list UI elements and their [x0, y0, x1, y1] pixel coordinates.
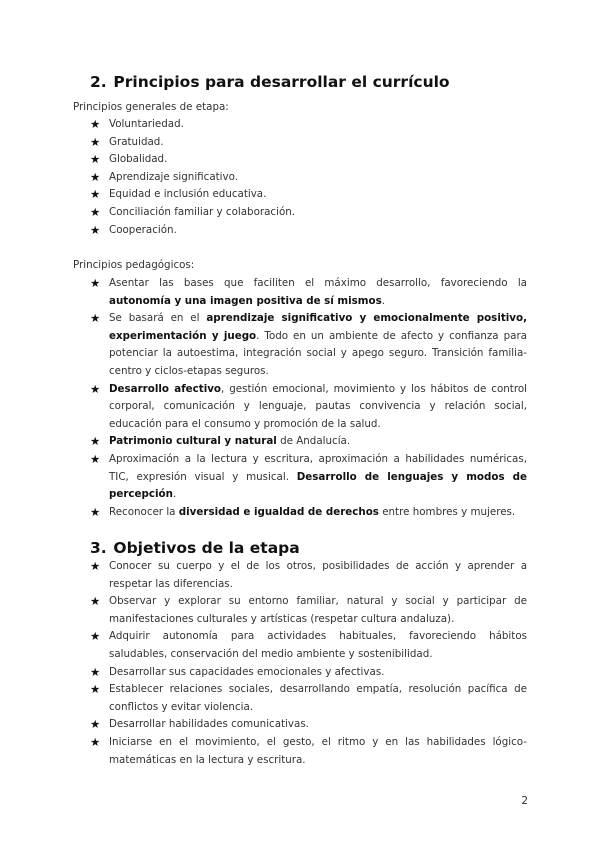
star-bullet-icon: ★: [90, 117, 101, 131]
list-item: ★ Conocer su cuerpo y el de los otros, posibilidades de acción y aprender a respetar las diferencias.: [90, 559, 527, 590]
section-3-title: Objetivos de la etapa: [113, 539, 300, 557]
star-bullet-icon: ★: [90, 134, 101, 149]
list-item: ★ Adquirir autonomía para actividades habituales, favoreciendo hábitos saludables, conservación del medio ambiente y sostenibilidad.: [90, 629, 527, 660]
list-item: ★ Establecer relaciones sociales, desarrollando empatía, resolución pacífica de conflictos y evitar violencia.: [90, 682, 527, 713]
list-item: ★ Globalidad.: [90, 151, 527, 169]
list-item: ★ Desarrollar sus capacidades emocionales y afectivas.: [90, 664, 527, 682]
star-bullet-icon: ★: [90, 629, 101, 644]
section-3-number: 3.: [90, 539, 107, 557]
star-bullet-icon: ★: [90, 276, 101, 290]
list-item: ★ Patrimonio cultural y natural de Andalucía.: [90, 433, 527, 451]
list-item: ★ Cooperación.: [90, 222, 527, 240]
star-bullet-icon: ★: [90, 204, 101, 219]
list-item: ★ Aprendizaje significativo.: [90, 169, 527, 187]
star-bullet-icon: ★: [90, 559, 101, 573]
star-bullet-icon: ★: [90, 187, 101, 202]
general-principles-intro: Principios generales de etapa:: [73, 101, 229, 113]
star-bullet-icon: ★: [90, 434, 101, 449]
list-item: ★ Gratuidad.: [90, 134, 527, 152]
section-3-heading: [90, 539, 300, 557]
star-bullet-icon: ★: [90, 682, 101, 697]
star-bullet-icon: ★: [90, 664, 101, 679]
page-number: 2: [521, 795, 528, 807]
list-item: ★ Aproximación a la lectura y escritura, aproximación a habilidades numéricas, TIC, expresión visual y musical. Desarrollo de lenguajes y modos de percepción.: [90, 451, 527, 501]
section-2-number: 2.: [90, 73, 107, 91]
pedagogic-principles-list: [90, 275, 527, 521]
star-bullet-icon: ★: [90, 594, 101, 609]
section-2-title: Principios para desarrollar el currículo: [113, 73, 450, 91]
list-item: ★ Voluntariedad.: [90, 116, 527, 134]
star-bullet-icon: ★: [90, 152, 101, 167]
list-item: ★ Equidad e inclusión educativa.: [90, 186, 527, 204]
star-bullet-icon: ★: [90, 311, 101, 326]
list-item: ★ Asentar las bases que faciliten el máximo desarrollo, favoreciendo la autonomía y una imagen positiva de sí mismos.: [90, 276, 527, 307]
list-item: ★ Observar y explorar su entorno familiar, natural y social y participar de manifestaciones culturales y artísticas (respetar cultura andaluza).: [90, 594, 527, 625]
star-bullet-icon: ★: [90, 717, 101, 732]
list-item: ★ Iniciarse en el movimiento, el gesto, el ritmo y en las habilidades lógico-matemáticas en la lectura y escritura.: [90, 734, 527, 766]
list-item: ★ Conciliación familiar y colaboración.: [90, 204, 527, 222]
general-principles-list: [90, 116, 527, 239]
section-2-heading: [90, 73, 450, 91]
list-item: ★ Desarrollar habilidades comunicativas.: [90, 716, 527, 734]
list-item: ★ Desarrollo afectivo, gestión emocional, movimiento y los hábitos de control corporal, comunicación y lenguaje, pautas convivencia y relación social, educación para el consumo y promoción de la salud.: [90, 381, 527, 430]
star-bullet-icon: ★: [90, 169, 101, 184]
star-bullet-icon: ★: [90, 381, 101, 396]
star-bullet-icon: ★: [90, 734, 101, 749]
stage-objectives-list: [90, 558, 527, 769]
star-bullet-icon: ★: [90, 451, 101, 466]
list-item: ★ Reconocer la diversidad e igualdad de derechos entre hombres y mujeres.: [90, 504, 527, 522]
pedagogic-principles-intro: Principios pedagógicos:: [73, 259, 195, 271]
list-item: ★ Se basará en el aprendizaje significativo y emocionalmente positivo, experimentación y juego. Todo en un ambiente de afecto y confianza para potenciar la autoestima, integración social y apego seguro. Transición familia-centro y ciclos-etapas seguros.: [90, 311, 527, 377]
star-bullet-icon: ★: [90, 504, 101, 519]
star-bullet-icon: ★: [90, 222, 101, 237]
